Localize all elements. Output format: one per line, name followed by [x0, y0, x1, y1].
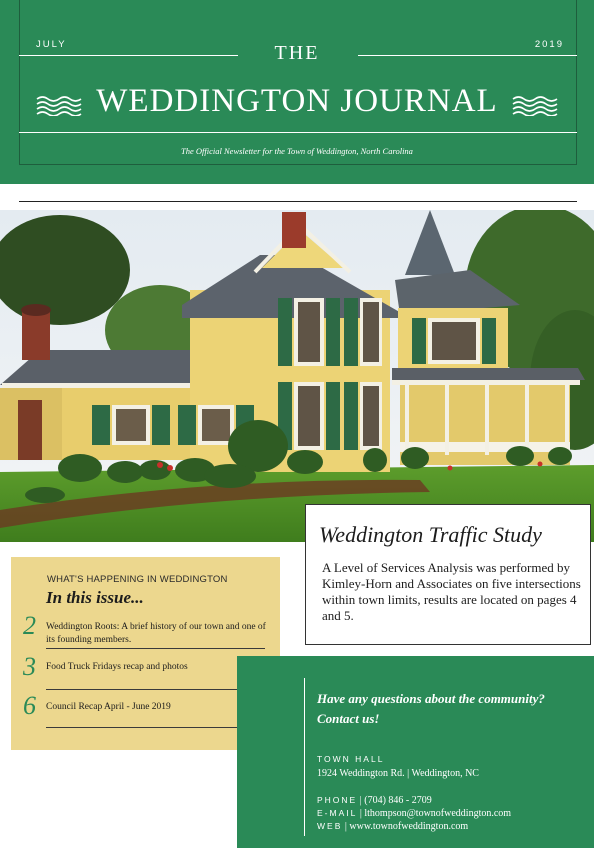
issue-page-number: 2 — [23, 611, 36, 640]
web-label: WEB — [317, 821, 343, 831]
phone-row: PHONE | (704) 846 - 2709 — [317, 795, 432, 806]
web-link[interactable]: www.townofweddington.com — [349, 821, 469, 832]
web-row: WEB | www.townofweddington.com — [317, 821, 469, 832]
newsletter-title: WEDDINGTON JOURNAL — [96, 83, 498, 119]
email-link[interactable]: lthompson@townofweddington.com — [364, 808, 512, 819]
divider — [19, 201, 577, 202]
contact-question: Have any questions about the community? Contact us! — [317, 691, 545, 726]
masthead-rule — [19, 132, 577, 133]
town-hall-address: 1924 Weddington Rd. | Weddington, NC — [317, 768, 479, 779]
issue-divider — [46, 689, 265, 690]
feature-body: A Level of Services Analysis was performed by Kimley-Horn and Associates on five intersections within town limits, results are located on pages 4 and 5. — [322, 560, 581, 623]
masthead — [0, 0, 594, 184]
email-row: E-MAIL | lthompson@townofweddington.com — [317, 808, 512, 819]
hero-photo-victorian-house — [0, 210, 594, 542]
issue-divider — [46, 648, 265, 649]
issue-kicker: WHAT'S HAPPENING IN WEDDINGTON — [47, 574, 228, 585]
issue-item-text[interactable]: Food Truck Fridays recap and photos — [46, 662, 188, 672]
contact-divider — [304, 678, 305, 836]
issue-heading: In this issue... — [46, 588, 144, 607]
feature-title: Weddington Traffic Study — [319, 522, 542, 547]
contact-panel — [237, 656, 594, 848]
traffic-study-feature — [305, 504, 591, 645]
issue-item-text[interactable]: Weddington Roots: A brief history of our town and one of its founding members. — [46, 622, 266, 645]
issue-year: 2019 — [534, 39, 564, 50]
town-hall-label: TOWN HALL — [317, 754, 385, 764]
issue-item-text[interactable]: Council Recap April - June 2019 — [46, 702, 171, 712]
newsletter-tagline: The Official Newsletter for the Town of Weddington, North Carolina — [181, 146, 413, 156]
issue-page-number: 3 — [23, 652, 36, 681]
issue-month: JULY — [36, 39, 67, 50]
issue-page-number: 6 — [23, 691, 36, 720]
issue-divider — [46, 727, 265, 728]
phone-number[interactable]: (704) 846 - 2709 — [364, 795, 432, 806]
wave-ornament-icon — [512, 94, 558, 116]
phone-label: PHONE — [317, 795, 358, 805]
masthead-the: THE — [274, 42, 320, 64]
email-label: E-MAIL — [317, 808, 358, 818]
